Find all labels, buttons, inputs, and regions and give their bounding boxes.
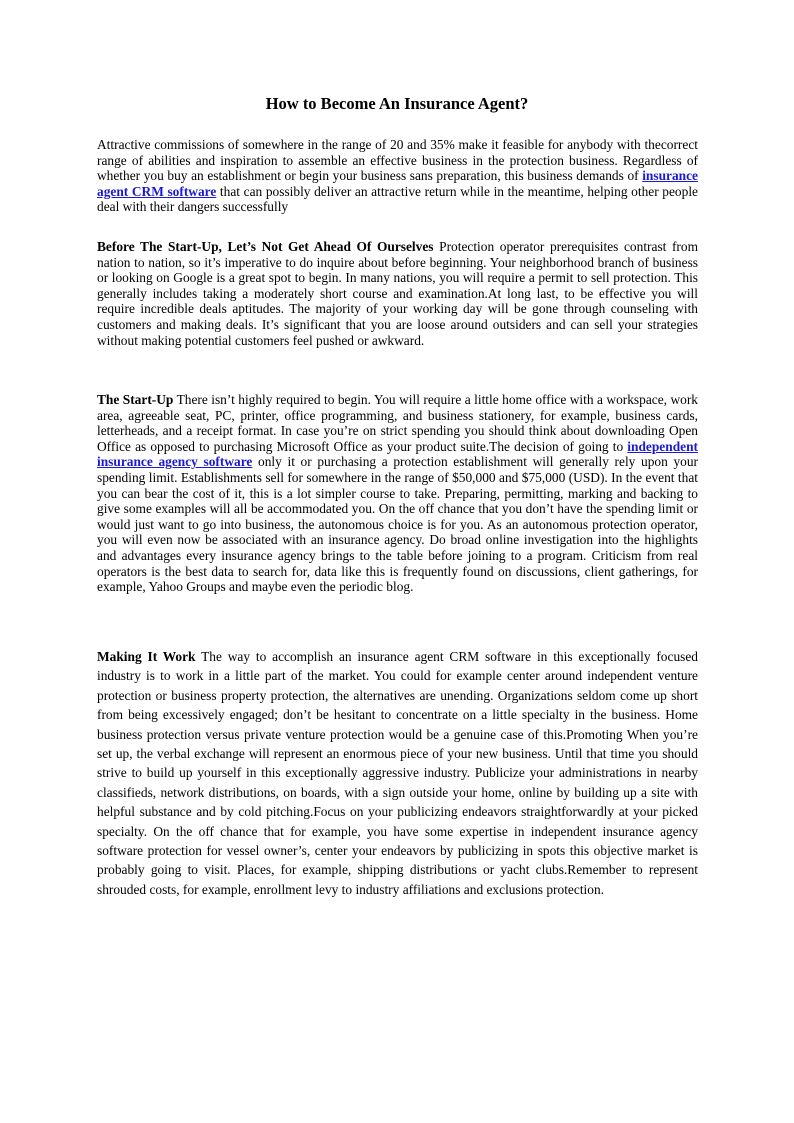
intro-text: Attractive commissions of somewhere in the range of 20 and 35% make it feasible for anybody with thecorrect range of abilities and inspiration to assemble an effective business in the protection business. Regardless of whether you buy an establishment or begin your business sans preparation, this business demands of — [97, 137, 698, 184]
independent-insurance-agency-software-link[interactable]: independent insurance agency software — [97, 438, 698, 470]
making-it-work-text: The way to accomplish an insurance agent CRM software in this exceptionally focused industry is to work in a little part of the market. You could for example center around independent venture protection or business property protection, the alternatives are unending. Organizations seldom come up short from being excessively engaged; don’t be hesitant to concentrate on a little specialty in the business. Home business protection versus private venture protection would be a genuine case of this.Promoting When you’re set up, the verbal exchange will represent an enormous piece of your new business. Until that time you should strive to build up yourself in this exceptionally aggressive industry. Publicize your administrations in nearby classifieds, network distributions, on boards, with a sign outside your home, online by building up a site with helpful substance and by cold pitching.Focus on your publicizing endeavors straightforwardly at your picked specialty. On the off chance that for example, you have some expertise in independent insurance agency software protection for vessel owner’s, center your endeavors by publicizing in spots this objective market is probably going to visit. Places, for example, shipping distributions or yacht clubs.Remember to represent shrouded costs, for example, enrollment levy to industry affiliations and exclusions protection. — [97, 649, 698, 897]
making-it-work-paragraph — [97, 647, 698, 899]
startup-paragraph — [97, 392, 698, 595]
before-startup-text: Protection operator prerequisites contrast from nation to nation, so it’s imperative to do inquire about before beginning. Your neighborhood branch of business or looking on Google is a great spot to begin. In many nations, you will require a permit to sell protection. This generally includes taking a moderately short course and examination.At long last, to be effective you will require incredible deals aptitudes. The majority of your working day will be gone through counseling with customers and making deals. It’s significant that you are loose around outsiders and can sell your strategies without making potential customers feel pushed or awkward. — [97, 239, 699, 348]
startup-text-end: only it or purchasing a protection establishment will generally rely upon your spending limit. Establishments sell for somewhere in the range of $50,000 and $75,000 (USD). In the event that you can bear the cost of it, this is a lot simpler course to take. Preparing, permitting, marking and backing to give some examples will all be accommodated you. On the off chance that you don’t have the spending limit or would just want to go into business, the autonomous choice is for you. As an autonomous protection operator, you will even now be associated with an insurance agency. Do broad online investigation into the highlights and advantages every insurance agency brings to the table before joining to a program. Criticism from real operators is the best data to search for, data like this is frequently found on discussions, client gatherings, for example, Yahoo Groups and maybe even the periodic blog. — [97, 454, 698, 595]
startup-text: There isn’t highly required to begin. You will require a little home office with a workspace, work area, agreeable seat, PC, printer, office programming, and business stationery, for example, business cards, letterheads, and a receipt format. In case you’re on strict spending you should think about downloading Open Office as opposed to purchasing Microsoft Office as your product suite.The decision of going to — [97, 392, 698, 454]
before-startup-paragraph — [97, 239, 698, 348]
intro-text-end: that can possibly deliver an attractive return while in the meantime, helping other people deal with their dangers successfully — [97, 183, 698, 215]
intro-paragraph — [97, 137, 698, 215]
document-title: How to Become An Insurance Agent? — [265, 94, 529, 113]
before-startup-heading: Before The Start-Up, Let’s Not Get Ahead Of Ourselves — [97, 239, 434, 254]
insurance-agent-crm-software-link[interactable]: insurance agent CRM software — [97, 168, 698, 199]
making-it-work-heading: Making It Work — [97, 649, 196, 664]
startup-heading: The Start-Up — [97, 392, 174, 407]
